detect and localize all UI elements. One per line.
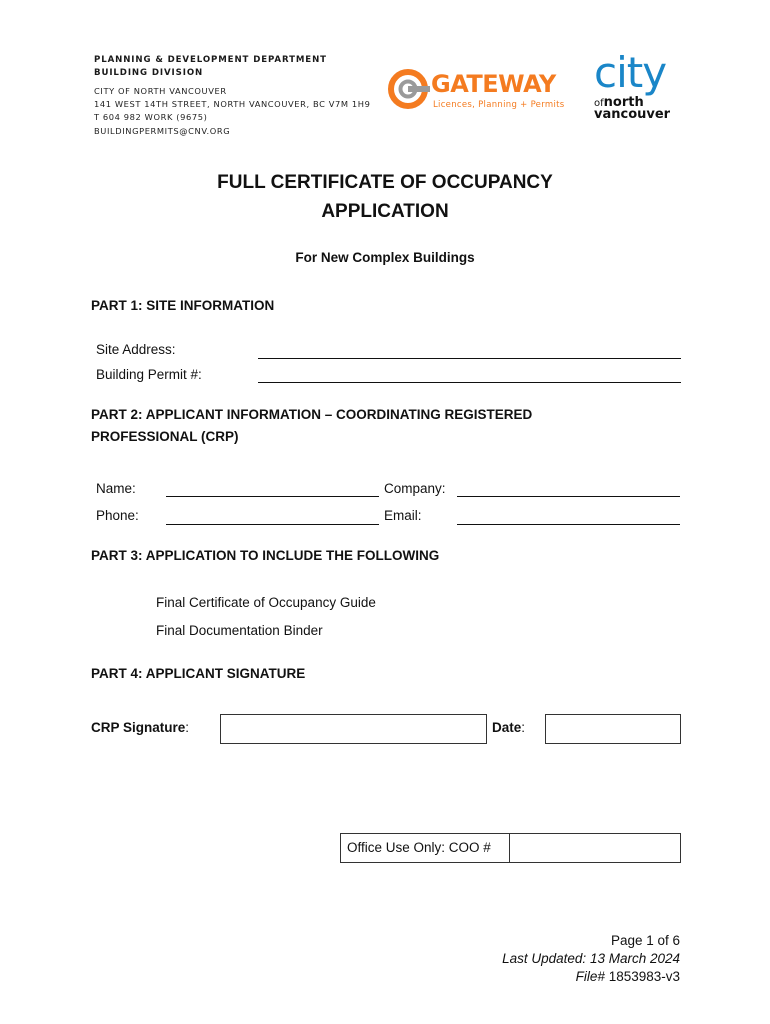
page-subtitle: For New Complex Buildings (295, 250, 475, 265)
office-use-coo-field[interactable] (509, 833, 681, 863)
gateway-wordmark: GATEWAY (431, 70, 556, 98)
address-line: T 604 982 WORK (9675) (94, 112, 208, 123)
page-title (0, 168, 770, 226)
address-line: 141 WEST 14TH STREET, NORTH VANCOUVER, BC V7M 1H9 (94, 99, 371, 110)
company-field[interactable] (457, 496, 680, 497)
crp-signature-colon: : (185, 720, 190, 735)
contact-address (94, 85, 370, 138)
site-address-label: Site Address: (96, 342, 176, 357)
date-field[interactable] (545, 714, 681, 744)
building-permit-field[interactable] (258, 382, 681, 383)
date-colon: : (521, 720, 526, 735)
office-use-label: Office Use Only: COO # (347, 840, 491, 855)
file-prefix: File# (575, 969, 605, 984)
department-header (94, 54, 327, 80)
company-label: Company: (384, 481, 446, 496)
address-line: CITY OF NORTH VANCOUVER (94, 86, 227, 96)
list-item: Final Certificate of Occupancy Guide (156, 595, 376, 610)
file-number-value: 1853983-v3 (608, 969, 680, 984)
part2-heading-line-2: PROFESSIONAL (CRP) (91, 429, 239, 444)
part1-heading: PART 1: SITE INFORMATION (91, 298, 275, 313)
crp-signature-label (91, 720, 189, 735)
name-label: Name: (96, 481, 136, 496)
cnv-logo-of: of (594, 98, 604, 109)
site-address-field[interactable] (258, 358, 681, 359)
email-label: Email: (384, 508, 422, 523)
phone-field[interactable] (166, 524, 379, 525)
last-updated-prefix: Last Updated: (502, 951, 587, 966)
cnv-logo-north: north (603, 95, 644, 110)
division-name: BUILDING DIVISION (94, 68, 204, 78)
gateway-logo (387, 66, 565, 116)
title-line-2: APPLICATION (321, 201, 449, 222)
crp-signature-label-text: CRP Signature (91, 720, 186, 735)
date-label (492, 720, 525, 735)
file-number (502, 968, 680, 986)
name-field[interactable] (166, 496, 379, 497)
building-permit-label: Building Permit #: (96, 367, 202, 382)
address-line: BUILDINGPERMITS@CNV.ORG (94, 125, 231, 136)
page-footer (502, 932, 680, 986)
part2-heading-line-1: PART 2: APPLICANT INFORMATION – COORDINATING REGISTERED (91, 407, 533, 422)
last-updated (502, 950, 680, 968)
last-updated-date: 13 March 2024 (589, 951, 680, 966)
office-use-label-cell (340, 833, 510, 863)
page-number: Page 1 of 6 (610, 933, 680, 948)
part4-heading: PART 4: APPLICANT SIGNATURE (91, 666, 306, 681)
title-line-1: FULL CERTIFICATE OF OCCUPANCY (217, 172, 553, 193)
part2-heading (91, 404, 532, 448)
date-label-text: Date (492, 720, 522, 735)
crp-signature-field[interactable] (220, 714, 487, 744)
cnv-logo-city: city (594, 48, 667, 97)
gateway-tagline: Licences, Planning + Permits (433, 100, 565, 110)
department-name: PLANNING & DEVELOPMENT DEPARTMENT (94, 55, 327, 65)
gateway-mark-icon (387, 68, 433, 114)
list-item: Final Documentation Binder (156, 623, 323, 638)
cnv-logo-vancouver: vancouver (594, 107, 671, 122)
part3-heading: PART 3: APPLICATION TO INCLUDE THE FOLLOWING (91, 548, 440, 563)
phone-label: Phone: (96, 508, 139, 523)
email-field[interactable] (457, 524, 680, 525)
